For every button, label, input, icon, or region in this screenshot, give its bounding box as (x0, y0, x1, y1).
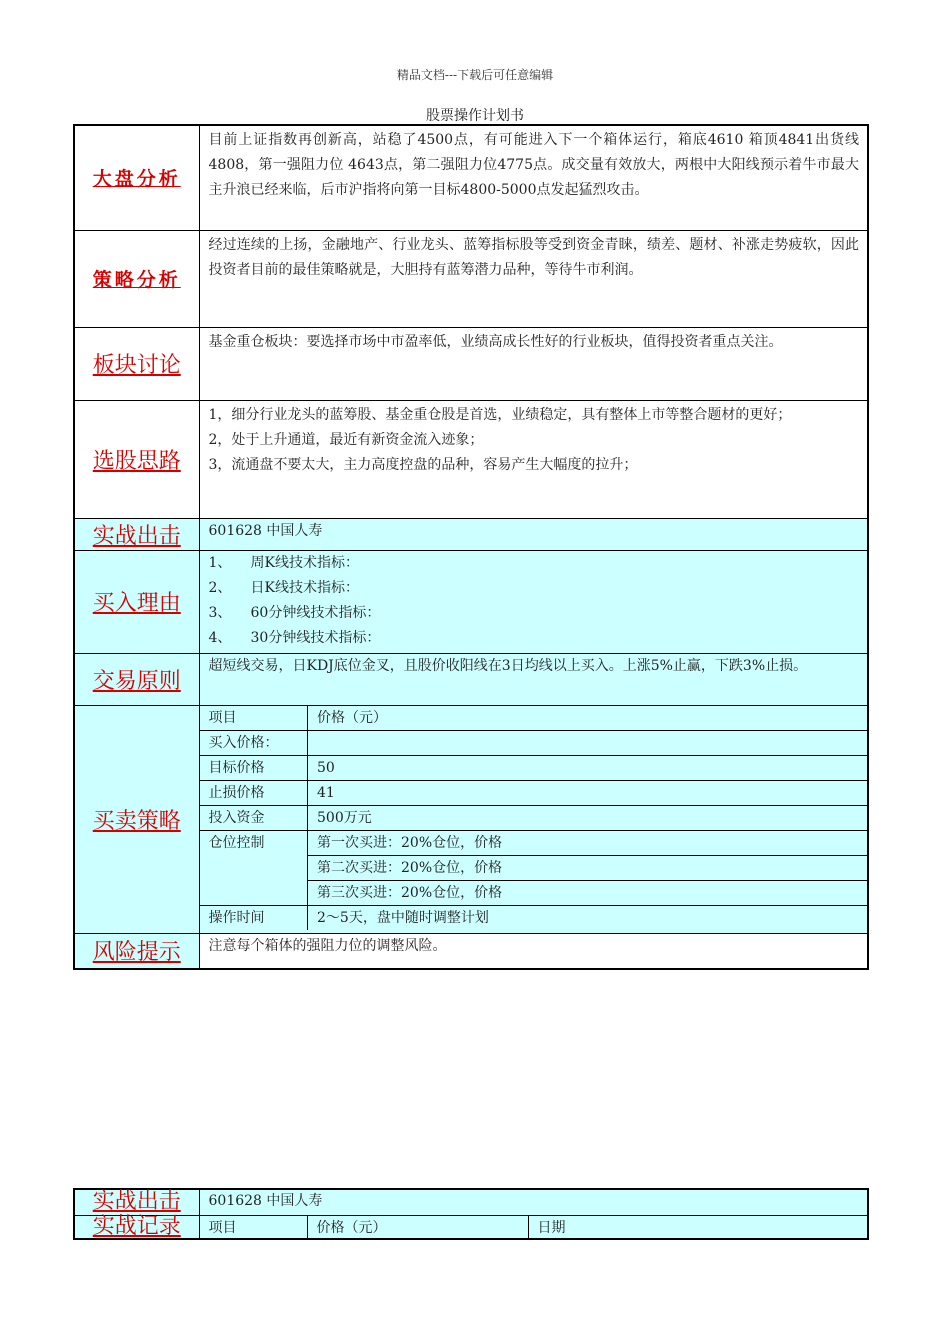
selection-content-cell (199, 400, 868, 518)
strategy-analysis-label: 策略分析 (92, 269, 181, 291)
header-item: 项目 (200, 706, 308, 731)
item-text: 30分钟线技术指标： (250, 629, 381, 646)
position-control-label: 仓位控制 (200, 830, 308, 905)
item-text: 60分钟线技术指标： (250, 604, 381, 621)
item-number: 1、 (208, 554, 232, 571)
header-note: 精品文档---下载后可任意编辑 (396, 68, 554, 82)
document-title: 股票操作计划书 (426, 108, 524, 124)
record-label-cell (74, 1215, 199, 1239)
market-content-cell (199, 125, 868, 230)
table-row (200, 830, 869, 855)
record-header-price: 价格（元） (307, 1215, 528, 1239)
target-price-label: 目标价格 (200, 755, 308, 780)
list-item (209, 601, 860, 626)
market-analysis-label: 大盘分析 (92, 168, 181, 191)
item-text: 周K线技术指标： (250, 554, 359, 571)
action-label-cell (74, 518, 199, 550)
operation-time-label: 操作时间 (200, 905, 308, 930)
buy-price-label: 买入价格： (200, 730, 308, 755)
record-table (73, 1188, 869, 1240)
sector-label-cell (74, 327, 199, 400)
table-row (200, 755, 869, 780)
list-item (209, 576, 860, 601)
plan-table (73, 124, 869, 970)
row-trade-strategy (74, 705, 868, 933)
position-second: 第二次买进：20%仓位，价格 (308, 855, 869, 880)
risk-text: 注意每个箱体的强阻力位的调整风险。 (208, 937, 447, 954)
market-label-cell (74, 125, 199, 230)
record-label: 实战记录 (92, 1213, 181, 1239)
item-text: 日K线技术指标： (250, 579, 359, 596)
market-analysis-text: 目前上证指数再创新高，站稳了4500点，有可能进入下一个箱体运行，箱底4610 箱顶4841出货线4808，第一强阻力位 4643点，第二强阻力位4775点。成交量有效放大，两根中大阳线预示着牛市最大主升浪已经来临，后市沪指将向第一目标4800-5000点发起猛烈攻击。 (208, 132, 859, 198)
capital-label: 投入资金 (200, 805, 308, 830)
buy-reason-label-cell (74, 550, 199, 653)
strategy-content-cell (199, 230, 868, 327)
buy-reason-list (200, 551, 868, 653)
buy-price-value (308, 730, 869, 755)
table-row (200, 805, 869, 830)
action-content-cell (199, 518, 868, 550)
risk-content-cell (199, 933, 868, 969)
list-item: 1，细分行业龙头的蓝筹股、基金重仓股是首选，业绩稳定，具有整体上市等整合题材的更好； (208, 406, 792, 423)
position-third: 第三次买进：20%仓位，价格 (308, 880, 869, 905)
record-header-date: 日期 (528, 1215, 868, 1239)
trade-rule-text: 超短线交易，日KDJ底位金叉，且股价收阳线在3日均线以上买入。上涨5%止赢，下跌3%止损。 (208, 657, 808, 674)
row-bottom-action (74, 1189, 868, 1215)
trade-rule-label: 交易原则 (92, 668, 181, 694)
list-item: 3，流通盘不要太大，主力高度控盘的品种，容易产生大幅度的拉升； (208, 456, 638, 473)
selection-label-cell (74, 400, 199, 518)
row-buy-reason (74, 550, 868, 653)
strategy-analysis-text: 经过连续的上扬，金融地产、行业龙头、蓝筹指标股等受到资金青睐，绩差、题材、补涨走势疲软，因此投资者目前的最佳策略就是，大胆持有蓝筹潜力品种，等待牛市利润。 (208, 236, 859, 278)
target-price-value: 50 (308, 755, 869, 780)
record-header-item: 项目 (199, 1215, 307, 1239)
row-record (74, 1215, 868, 1239)
trade-rule-content-cell (199, 653, 868, 705)
sector-discussion-label: 板块讨论 (92, 353, 181, 378)
row-action (74, 518, 868, 550)
strategy-label-cell (74, 230, 199, 327)
table-row (200, 780, 869, 805)
trade-strategy-table (200, 706, 869, 930)
stock-selection-label: 选股思路 (92, 448, 181, 474)
risk-label: 风险提示 (92, 940, 181, 966)
trade-strategy-label-cell (74, 705, 199, 933)
list-item (209, 551, 860, 576)
list-item (209, 626, 860, 651)
item-number: 2、 (208, 579, 232, 596)
row-sector-discussion (74, 327, 868, 400)
stock-selection-list (200, 401, 868, 480)
table-row (200, 706, 869, 731)
stop-loss-value: 41 (308, 780, 869, 805)
trade-strategy-content-cell (199, 705, 868, 933)
trade-strategy-label: 买卖策略 (92, 808, 181, 834)
row-stock-selection (74, 400, 868, 518)
action-label: 实战出击 (92, 523, 181, 549)
item-number: 3、 (208, 604, 232, 621)
sector-content-cell (199, 327, 868, 400)
stock-code-name: 601628 中国人寿 (208, 522, 323, 539)
buy-reason-content-cell (199, 550, 868, 653)
bottom-action-label-cell (74, 1189, 199, 1215)
operation-time-value: 2～5天，盘中随时调整计划 (308, 905, 869, 930)
row-strategy-analysis (74, 230, 868, 327)
table-row (200, 905, 869, 930)
list-item: 2，处于上升通道，最近有新资金流入迹象； (208, 431, 484, 448)
risk-label-cell (74, 933, 199, 969)
position-first: 第一次买进：20%仓位，价格 (308, 830, 869, 855)
stop-loss-label: 止损价格 (200, 780, 308, 805)
bottom-action-content-cell (199, 1189, 868, 1215)
sector-discussion-text: 基金重仓板块：要选择市场中市盈率低，业绩高成长性好的行业板块，值得投资者重点关注。 (208, 333, 783, 350)
row-risk (74, 933, 868, 969)
item-number: 4、 (208, 629, 232, 646)
buy-reason-label: 买入理由 (92, 591, 181, 616)
row-market-analysis (74, 125, 868, 230)
table-row (200, 730, 869, 755)
bottom-action-label: 实战出击 (92, 1189, 181, 1215)
bottom-stock-code-name: 601628 中国人寿 (208, 1193, 323, 1209)
row-trade-rule (74, 653, 868, 705)
trade-rule-label-cell (74, 653, 199, 705)
capital-value: 500万元 (308, 805, 869, 830)
header-price: 价格（元） (308, 706, 869, 731)
